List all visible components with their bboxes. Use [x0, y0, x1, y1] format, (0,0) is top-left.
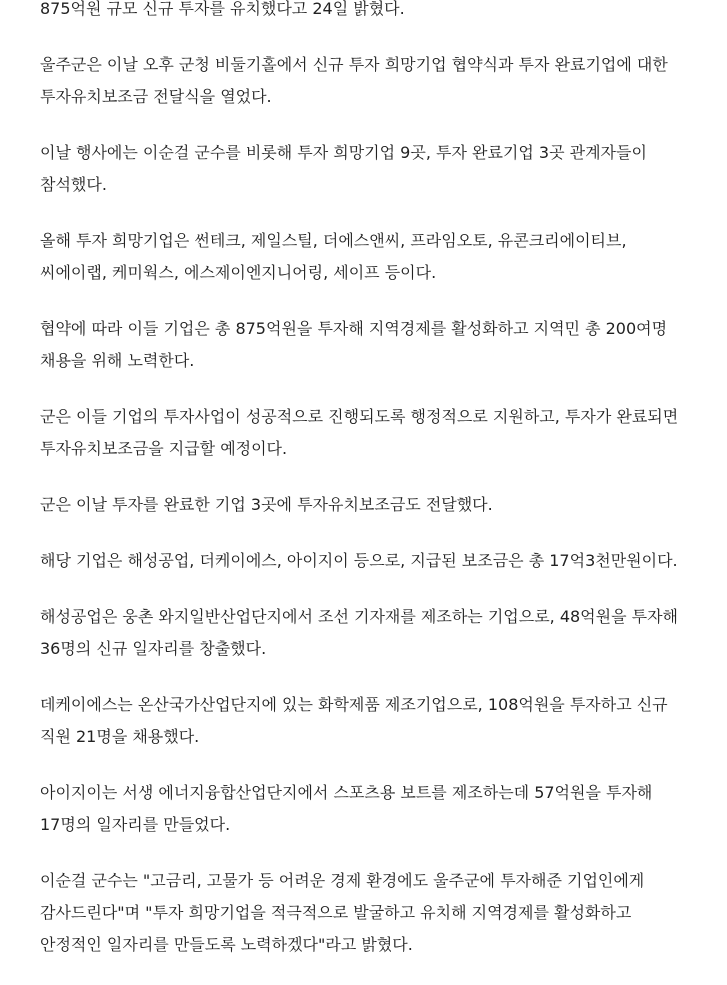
article-paragraph: 데케이에스는 온산국가산업단지에 있는 화학제품 제조기업으로, 108억원을 투자하고 신규 직원 21명을 채용했다. — [40, 695, 668, 746]
article-paragraph: 이날 행사에는 이순걸 군수를 비롯해 투자 희망기업 9곳, 투자 완료기업 3곳 관계자들이 참석했다. — [40, 143, 647, 194]
article-paragraph: 협약에 따라 이들 기업은 총 875억원을 투자해 지역경제를 활성화하고 지역민 총 200여명 채용을 위해 노력한다. — [40, 319, 668, 370]
article-paragraph: 이순걸 군수는 "고금리, 고물가 등 어려운 경제 환경에도 울주군에 투자해준 기업인에게 감사드린다"며 "투자 희망기업을 적극적으로 발굴하고 유치해 지역경제를 활성화하고 안정적인 일자리를 만들도록 노력하겠다"라고 밝혔다. — [40, 871, 645, 954]
article-paragraph: 군은 이들 기업의 투자사업이 성공적으로 진행되도록 행정적으로 지원하고, 투자가 완료되면 투자유치보조금을 지급할 예정이다. — [40, 407, 679, 458]
article-paragraph: 해성공업은 웅촌 와지일반산업단지에서 조선 기자재를 제조하는 기업으로, 48억원을 투자해 36명의 신규 일자리를 창출했다. — [40, 607, 679, 658]
article-paragraph: 울주군은 이날 오후 군청 비둘기홀에서 신규 투자 희망기업 협약식과 투자 완료기업에 대한 투자유치보조금 전달식을 열었다. — [40, 55, 668, 106]
article-paragraph: 군은 이날 투자를 완료한 기업 3곳에 투자유치보조금도 전달했다. — [40, 495, 493, 514]
article-paragraph: 해당 기업은 해성공업, 더케이에스, 아이지이 등으로, 지급된 보조금은 총 17억3천만원이다. — [40, 551, 678, 570]
article-paragraph: 올해 투자 희망기업은 썬테크, 제일스틸, 더에스앤씨, 프라임오토, 유콘크리에이티브, 씨에이랩, 케미웍스, 에스제이엔지니어링, 세이프 등이다. — [40, 231, 627, 282]
article-body — [40, 0, 695, 985]
article-paragraph: 아이지이는 서생 에너지융합산업단지에서 스포츠용 보트를 제조하는데 57억원을 투자해 17명의 일자리를 만들었다. — [40, 783, 653, 834]
article-paragraph: 875억원 규모 신규 투자를 유치했다고 24일 밝혔다. — [40, 0, 405, 18]
